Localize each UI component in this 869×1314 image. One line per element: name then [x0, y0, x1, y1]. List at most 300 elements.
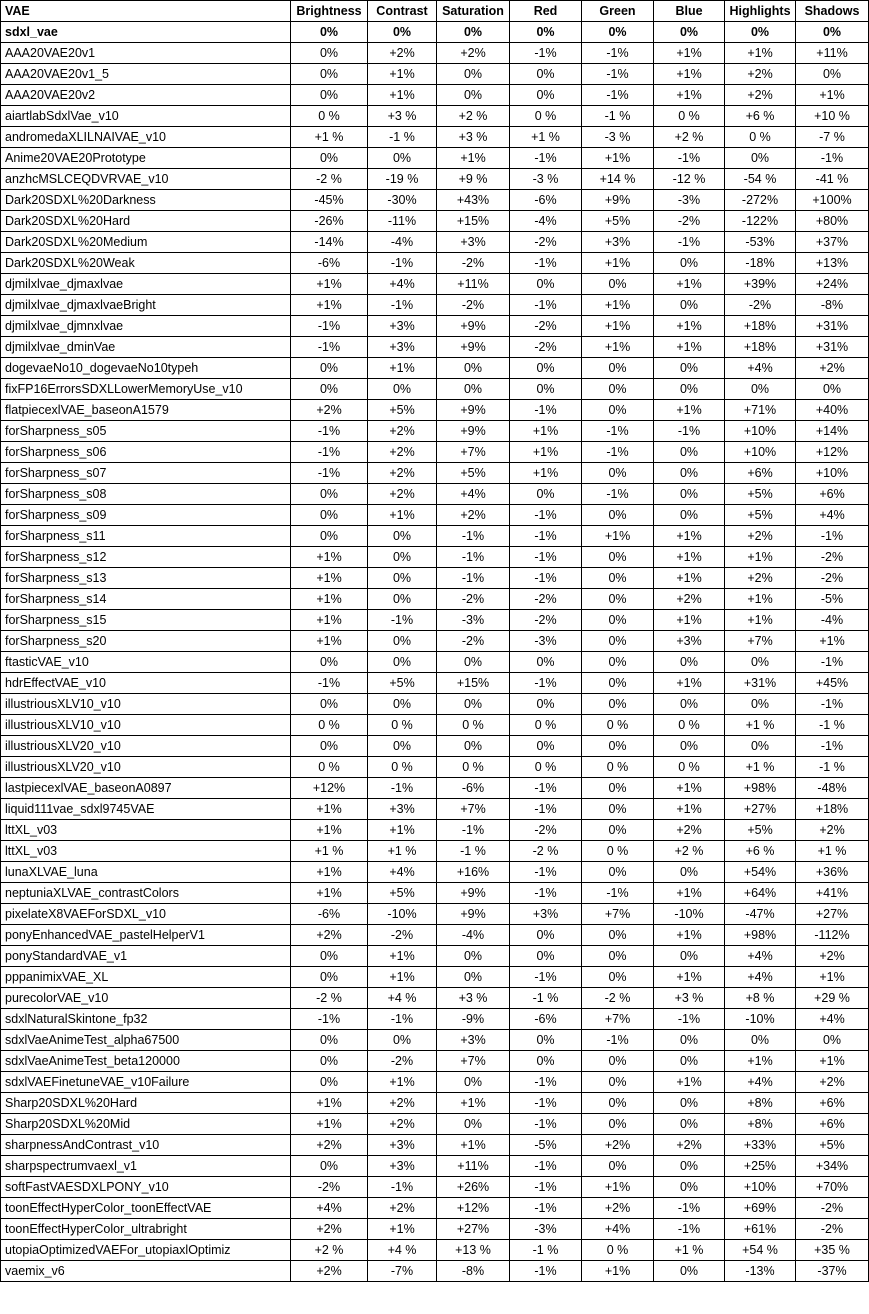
cell-contrast: +4%	[368, 274, 437, 295]
cell-contrast: 0%	[368, 1030, 437, 1051]
cell-blue: 0%	[654, 442, 725, 463]
cell-saturation: +5%	[437, 463, 510, 484]
cell-red: -2%	[510, 316, 582, 337]
cell-shadows: -1%	[796, 736, 869, 757]
cell-vae-name: Dark20SDXL%20Weak	[1, 253, 291, 274]
cell-green: -1%	[582, 1030, 654, 1051]
cell-contrast: +1%	[368, 358, 437, 379]
cell-red: -1%	[510, 526, 582, 547]
cell-contrast: +2%	[368, 1114, 437, 1135]
cell-highlights: 0 %	[725, 127, 796, 148]
table-row	[1, 1051, 869, 1072]
cell-vae-name: lttXL_v03	[1, 841, 291, 862]
cell-shadows: -4%	[796, 610, 869, 631]
cell-saturation: +1%	[437, 1093, 510, 1114]
table-row	[1, 715, 869, 736]
cell-green: -1%	[582, 883, 654, 904]
cell-shadows: +1%	[796, 631, 869, 652]
cell-green: 0%	[582, 1156, 654, 1177]
cell-saturation: 0%	[437, 652, 510, 673]
cell-brightness: +1%	[291, 820, 368, 841]
cell-brightness: +1%	[291, 589, 368, 610]
cell-green: 0%	[582, 1093, 654, 1114]
table-row	[1, 253, 869, 274]
cell-blue: 0%	[654, 946, 725, 967]
table-row	[1, 799, 869, 820]
cell-red: +3%	[510, 904, 582, 925]
cell-brightness: 0%	[291, 946, 368, 967]
cell-blue: +1%	[654, 1072, 725, 1093]
cell-green: 0%	[582, 589, 654, 610]
cell-saturation: +11%	[437, 274, 510, 295]
cell-shadows: +27%	[796, 904, 869, 925]
cell-contrast: -2%	[368, 1051, 437, 1072]
cell-blue: +1%	[654, 568, 725, 589]
cell-contrast: +4%	[368, 862, 437, 883]
cell-red: -1%	[510, 1072, 582, 1093]
cell-brightness: -1%	[291, 337, 368, 358]
cell-shadows: +37%	[796, 232, 869, 253]
cell-shadows: +2%	[796, 820, 869, 841]
cell-brightness: -45%	[291, 190, 368, 211]
cell-blue: +1%	[654, 799, 725, 820]
cell-saturation: 0%	[437, 379, 510, 400]
cell-green: +1%	[582, 526, 654, 547]
cell-red: -2%	[510, 820, 582, 841]
cell-contrast: +2%	[368, 442, 437, 463]
cell-brightness: +1%	[291, 799, 368, 820]
cell-shadows: +70%	[796, 1177, 869, 1198]
cell-red: -1%	[510, 967, 582, 988]
cell-shadows: +1%	[796, 85, 869, 106]
cell-vae-name: illustriousXLV10_v10	[1, 694, 291, 715]
table-row	[1, 904, 869, 925]
cell-contrast: -7%	[368, 1261, 437, 1282]
cell-blue: +1%	[654, 673, 725, 694]
cell-blue: +1%	[654, 85, 725, 106]
cell-contrast: +1%	[368, 946, 437, 967]
cell-green: 0%	[582, 673, 654, 694]
cell-contrast: 0%	[368, 148, 437, 169]
cell-vae-name: forSharpness_s15	[1, 610, 291, 631]
cell-green: 0%	[582, 379, 654, 400]
cell-highlights: -272%	[725, 190, 796, 211]
cell-contrast: -1%	[368, 295, 437, 316]
cell-brightness: +2%	[291, 1135, 368, 1156]
cell-blue: +2%	[654, 589, 725, 610]
table-row	[1, 337, 869, 358]
cell-saturation: -2%	[437, 631, 510, 652]
cell-highlights: +4%	[725, 946, 796, 967]
cell-blue: 0%	[654, 1177, 725, 1198]
cell-brightness: 0%	[291, 64, 368, 85]
cell-vae-name: illustriousXLV20_v10	[1, 736, 291, 757]
cell-highlights: -2%	[725, 295, 796, 316]
cell-red: -1%	[510, 295, 582, 316]
cell-saturation: +4%	[437, 484, 510, 505]
cell-brightness: -1%	[291, 673, 368, 694]
cell-brightness: +2%	[291, 925, 368, 946]
cell-green: 0%	[582, 547, 654, 568]
table-row	[1, 694, 869, 715]
table-row	[1, 1240, 869, 1261]
cell-contrast: 0 %	[368, 757, 437, 778]
cell-blue: -1%	[654, 148, 725, 169]
cell-brightness: +1%	[291, 883, 368, 904]
cell-green: 0 %	[582, 841, 654, 862]
cell-vae-name: liquid111vae_sdxl9745VAE	[1, 799, 291, 820]
cell-brightness: 0%	[291, 652, 368, 673]
cell-brightness: +2%	[291, 1219, 368, 1240]
cell-saturation: +9%	[437, 904, 510, 925]
cell-vae-name: djmilxlvae_djmaxlvaeBright	[1, 295, 291, 316]
cell-red: -2%	[510, 610, 582, 631]
cell-shadows: +1%	[796, 1051, 869, 1072]
table-row	[1, 463, 869, 484]
cell-shadows: +10%	[796, 463, 869, 484]
cell-contrast: +2%	[368, 463, 437, 484]
cell-vae-name: forSharpness_s11	[1, 526, 291, 547]
table-row	[1, 85, 869, 106]
cell-highlights: +18%	[725, 316, 796, 337]
cell-saturation: +7%	[437, 442, 510, 463]
cell-saturation: 0%	[437, 1072, 510, 1093]
table-row	[1, 169, 869, 190]
cell-highlights: +18%	[725, 337, 796, 358]
cell-blue: 0%	[654, 463, 725, 484]
cell-saturation: +2 %	[437, 106, 510, 127]
cell-shadows: +18%	[796, 799, 869, 820]
cell-contrast: +1%	[368, 1072, 437, 1093]
cell-red: -1%	[510, 505, 582, 526]
cell-contrast: 0%	[368, 379, 437, 400]
cell-highlights: +6 %	[725, 106, 796, 127]
cell-green: 0%	[582, 568, 654, 589]
cell-shadows: +34%	[796, 1156, 869, 1177]
cell-highlights: +54%	[725, 862, 796, 883]
table-row	[1, 967, 869, 988]
cell-red: 0%	[510, 484, 582, 505]
cell-green: -1%	[582, 421, 654, 442]
header-row	[1, 1, 869, 22]
cell-vae-name: djmilxlvae_djmaxlvae	[1, 274, 291, 295]
cell-highlights: 0%	[725, 379, 796, 400]
cell-contrast: 0%	[368, 22, 437, 43]
cell-saturation: +7%	[437, 1051, 510, 1072]
table-row	[1, 925, 869, 946]
table-row	[1, 1198, 869, 1219]
cell-highlights: -10%	[725, 1009, 796, 1030]
cell-highlights: +8%	[725, 1114, 796, 1135]
cell-brightness: -2 %	[291, 988, 368, 1009]
cell-contrast: +1%	[368, 967, 437, 988]
cell-highlights: 0%	[725, 694, 796, 715]
cell-vae-name: Dark20SDXL%20Medium	[1, 232, 291, 253]
table-row	[1, 358, 869, 379]
cell-red: -1%	[510, 148, 582, 169]
cell-saturation: -6%	[437, 778, 510, 799]
cell-highlights: +2%	[725, 85, 796, 106]
cell-saturation: -4%	[437, 925, 510, 946]
cell-highlights: +98%	[725, 925, 796, 946]
cell-blue: -2%	[654, 211, 725, 232]
cell-highlights: +64%	[725, 883, 796, 904]
cell-red: -5%	[510, 1135, 582, 1156]
cell-vae-name: sdxlNaturalSkintone_fp32	[1, 1009, 291, 1030]
cell-green: +1%	[582, 148, 654, 169]
cell-brightness: 0%	[291, 484, 368, 505]
cell-red: -2 %	[510, 841, 582, 862]
cell-red: -1 %	[510, 988, 582, 1009]
cell-red: 0%	[510, 1051, 582, 1072]
cell-vae-name: pppanimixVAE_XL	[1, 967, 291, 988]
cell-saturation: 0%	[437, 64, 510, 85]
cell-saturation: +3%	[437, 232, 510, 253]
cell-green: -1%	[582, 442, 654, 463]
cell-contrast: -1 %	[368, 127, 437, 148]
cell-blue: -1%	[654, 232, 725, 253]
cell-vae-name: lastpiecexlVAE_baseonA0897	[1, 778, 291, 799]
cell-green: 0%	[582, 694, 654, 715]
cell-brightness: -6%	[291, 253, 368, 274]
cell-red: -1%	[510, 568, 582, 589]
cell-green: +5%	[582, 211, 654, 232]
table-row	[1, 379, 869, 400]
cell-shadows: -37%	[796, 1261, 869, 1282]
cell-vae-name: Sharp20SDXL%20Hard	[1, 1093, 291, 1114]
cell-highlights: +2%	[725, 64, 796, 85]
cell-shadows: +2%	[796, 358, 869, 379]
cell-shadows: -48%	[796, 778, 869, 799]
cell-highlights: +5%	[725, 820, 796, 841]
cell-vae-name: AAA20VAE20v1_5	[1, 64, 291, 85]
cell-highlights: 0%	[725, 22, 796, 43]
header-brightness: Brightness	[291, 1, 368, 22]
cell-contrast: +3%	[368, 799, 437, 820]
cell-brightness: +2%	[291, 400, 368, 421]
cell-vae-name: vaemix_v6	[1, 1261, 291, 1282]
cell-shadows: +100%	[796, 190, 869, 211]
cell-saturation: +26%	[437, 1177, 510, 1198]
cell-vae-name: ftasticVAE_v10	[1, 652, 291, 673]
cell-vae-name: forSharpness_s08	[1, 484, 291, 505]
cell-shadows: +10 %	[796, 106, 869, 127]
cell-brightness: +1 %	[291, 841, 368, 862]
table-row	[1, 484, 869, 505]
cell-contrast: +1%	[368, 820, 437, 841]
cell-highlights: -54 %	[725, 169, 796, 190]
cell-red: +1 %	[510, 127, 582, 148]
cell-green: +2%	[582, 1198, 654, 1219]
table-row	[1, 190, 869, 211]
cell-vae-name: hdrEffectVAE_v10	[1, 673, 291, 694]
table-row	[1, 526, 869, 547]
cell-green: 0%	[582, 820, 654, 841]
cell-contrast: +1%	[368, 64, 437, 85]
cell-shadows: -1%	[796, 694, 869, 715]
cell-blue: +1%	[654, 43, 725, 64]
table-row	[1, 1177, 869, 1198]
cell-shadows: -1%	[796, 652, 869, 673]
cell-brightness: +1%	[291, 295, 368, 316]
cell-green: 0%	[582, 925, 654, 946]
cell-brightness: -1%	[291, 442, 368, 463]
table-row	[1, 43, 869, 64]
cell-green: 0%	[582, 736, 654, 757]
cell-saturation: +9%	[437, 337, 510, 358]
cell-saturation: 0%	[437, 967, 510, 988]
cell-highlights: +1 %	[725, 715, 796, 736]
cell-green: 0%	[582, 862, 654, 883]
table-row	[1, 400, 869, 421]
cell-highlights: -13%	[725, 1261, 796, 1282]
cell-red: -1%	[510, 1177, 582, 1198]
cell-blue: 0%	[654, 1261, 725, 1282]
cell-highlights: +61%	[725, 1219, 796, 1240]
cell-brightness: 0%	[291, 736, 368, 757]
cell-blue: -12 %	[654, 169, 725, 190]
cell-saturation: +9%	[437, 421, 510, 442]
cell-highlights: +10%	[725, 421, 796, 442]
cell-highlights: +4%	[725, 967, 796, 988]
cell-brightness: +1%	[291, 547, 368, 568]
cell-highlights: +2%	[725, 526, 796, 547]
cell-brightness: -1%	[291, 421, 368, 442]
cell-brightness: +1%	[291, 862, 368, 883]
cell-highlights: +5%	[725, 484, 796, 505]
cell-vae-name: lunaXLVAE_luna	[1, 862, 291, 883]
cell-blue: -1%	[654, 1009, 725, 1030]
cell-green: +14 %	[582, 169, 654, 190]
cell-saturation: -8%	[437, 1261, 510, 1282]
cell-red: +1%	[510, 463, 582, 484]
cell-blue: +1%	[654, 64, 725, 85]
cell-contrast: +1%	[368, 1219, 437, 1240]
cell-red: 0%	[510, 652, 582, 673]
cell-highlights: +4%	[725, 358, 796, 379]
cell-green: +2%	[582, 1135, 654, 1156]
cell-red: +1%	[510, 421, 582, 442]
cell-shadows: -1 %	[796, 757, 869, 778]
cell-brightness: +1%	[291, 568, 368, 589]
cell-brightness: -2 %	[291, 169, 368, 190]
cell-shadows: -7 %	[796, 127, 869, 148]
cell-brightness: 0 %	[291, 715, 368, 736]
cell-red: -3%	[510, 1219, 582, 1240]
cell-vae-name: dogevaeNo10_dogevaeNo10typeh	[1, 358, 291, 379]
cell-blue: +1%	[654, 400, 725, 421]
cell-highlights: +10%	[725, 442, 796, 463]
cell-brightness: 0 %	[291, 757, 368, 778]
table-row	[1, 988, 869, 1009]
cell-saturation: +1%	[437, 1135, 510, 1156]
cell-contrast: +3%	[368, 1156, 437, 1177]
cell-saturation: +12%	[437, 1198, 510, 1219]
cell-vae-name: ponyEnhancedVAE_pastelHelperV1	[1, 925, 291, 946]
cell-brightness: +2 %	[291, 1240, 368, 1261]
cell-brightness: 0%	[291, 43, 368, 64]
cell-vae-name: Dark20SDXL%20Darkness	[1, 190, 291, 211]
table-row	[1, 1261, 869, 1282]
cell-vae-name: fixFP16ErrorsSDXLLowerMemoryUse_v10	[1, 379, 291, 400]
cell-highlights: 0%	[725, 148, 796, 169]
cell-saturation: 0%	[437, 85, 510, 106]
cell-green: 0%	[582, 631, 654, 652]
cell-brightness: -1%	[291, 1009, 368, 1030]
cell-contrast: +2%	[368, 43, 437, 64]
cell-shadows: -8%	[796, 295, 869, 316]
cell-blue: +1 %	[654, 1240, 725, 1261]
cell-contrast: -1%	[368, 610, 437, 631]
cell-contrast: +1 %	[368, 841, 437, 862]
header-saturation: Saturation	[437, 1, 510, 22]
cell-blue: 0 %	[654, 757, 725, 778]
table-body	[1, 22, 869, 1282]
cell-vae-name: sdxlVaeAnimeTest_beta120000	[1, 1051, 291, 1072]
cell-red: 0%	[510, 946, 582, 967]
cell-shadows: -1%	[796, 148, 869, 169]
cell-vae-name: softFastVAESDXLPONY_v10	[1, 1177, 291, 1198]
cell-vae-name: Anime20VAE20Prototype	[1, 148, 291, 169]
cell-saturation: +13 %	[437, 1240, 510, 1261]
cell-contrast: -2%	[368, 925, 437, 946]
cell-vae-name: utopiaOptimizedVAEFor_utopiaxlOptimiz	[1, 1240, 291, 1261]
cell-contrast: 0 %	[368, 715, 437, 736]
cell-saturation: +3%	[437, 1030, 510, 1051]
cell-saturation: +9%	[437, 400, 510, 421]
cell-shadows: +6%	[796, 1114, 869, 1135]
cell-green: 0%	[582, 1072, 654, 1093]
header-highlights: Highlights	[725, 1, 796, 22]
cell-blue: 0%	[654, 1051, 725, 1072]
cell-shadows: -41 %	[796, 169, 869, 190]
cell-contrast: +3%	[368, 1135, 437, 1156]
table-row	[1, 232, 869, 253]
cell-red: -2%	[510, 589, 582, 610]
table-row	[1, 946, 869, 967]
cell-green: 0%	[582, 463, 654, 484]
cell-saturation: -2%	[437, 295, 510, 316]
cell-saturation: 0%	[437, 22, 510, 43]
cell-saturation: +11%	[437, 1156, 510, 1177]
cell-green: +1%	[582, 1177, 654, 1198]
cell-red: -1%	[510, 43, 582, 64]
cell-green: 0%	[582, 946, 654, 967]
header-shadows: Shadows	[796, 1, 869, 22]
cell-brightness: -26%	[291, 211, 368, 232]
cell-red: 0%	[510, 694, 582, 715]
cell-green: +9%	[582, 190, 654, 211]
cell-highlights: +1%	[725, 1051, 796, 1072]
cell-highlights: +4%	[725, 1072, 796, 1093]
cell-shadows: -2%	[796, 547, 869, 568]
cell-brightness: 0%	[291, 526, 368, 547]
cell-shadows: -5%	[796, 589, 869, 610]
table-row	[1, 1114, 869, 1135]
cell-brightness: +4%	[291, 1198, 368, 1219]
cell-brightness: +1%	[291, 631, 368, 652]
cell-brightness: +2%	[291, 1261, 368, 1282]
cell-contrast: +3%	[368, 337, 437, 358]
cell-brightness: 0%	[291, 22, 368, 43]
cell-contrast: -1%	[368, 1177, 437, 1198]
cell-blue: -1%	[654, 1219, 725, 1240]
cell-contrast: +5%	[368, 883, 437, 904]
cell-brightness: -2%	[291, 1177, 368, 1198]
header-green: Green	[582, 1, 654, 22]
cell-highlights: +10%	[725, 1177, 796, 1198]
cell-vae-name: illustriousXLV20_v10	[1, 757, 291, 778]
